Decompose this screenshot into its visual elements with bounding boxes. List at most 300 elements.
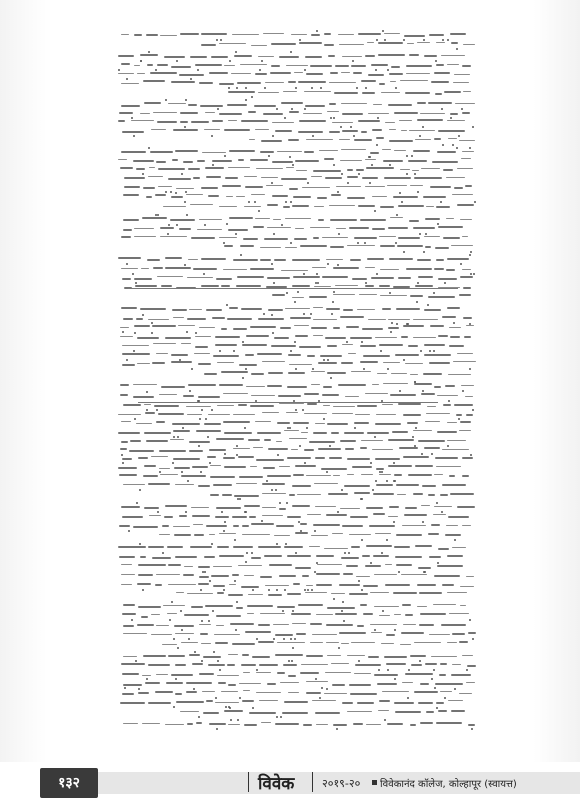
- diacritic-mark: [284, 117, 286, 119]
- script-line: [118, 575, 476, 577]
- script-line: [118, 139, 476, 141]
- diacritic-mark: [258, 210, 260, 212]
- diacritic-mark: [290, 242, 292, 244]
- diacritic-mark: [223, 530, 225, 532]
- diacritic-mark: [165, 191, 167, 193]
- script-line: [118, 395, 476, 397]
- diacritic-mark: [407, 323, 409, 325]
- diacritic-mark: [361, 341, 363, 343]
- diacritic-mark: [393, 480, 395, 482]
- diacritic-mark: [368, 156, 370, 158]
- diacritic-mark: [303, 273, 305, 275]
- underline-rule: [138, 402, 438, 403]
- diacritic-mark: [326, 471, 328, 473]
- diacritic-mark: [217, 660, 219, 662]
- script-line: [118, 354, 476, 356]
- diacritic-mark: [365, 282, 367, 284]
- diacritic-mark: [394, 678, 396, 680]
- diacritic-mark: [122, 331, 124, 333]
- diacritic-mark: [281, 224, 283, 226]
- diacritic-mark: [431, 453, 433, 455]
- diacritic-mark: [273, 638, 275, 640]
- diacritic-mark: [272, 135, 274, 137]
- diacritic-mark: [252, 589, 254, 591]
- diacritic-mark: [295, 87, 297, 89]
- diacritic-mark: [142, 589, 144, 591]
- diacritic-mark: [189, 390, 191, 392]
- diacritic-mark: [327, 359, 329, 361]
- diacritic-mark: [294, 301, 296, 303]
- diacritic-mark: [157, 214, 159, 216]
- diacritic-mark: [300, 530, 302, 532]
- diacritic-mark: [263, 313, 265, 315]
- diacritic-mark: [317, 282, 319, 284]
- diacritic-mark: [302, 409, 304, 411]
- script-line: [118, 363, 476, 365]
- diacritic-mark: [415, 427, 417, 429]
- diacritic-mark: [469, 147, 471, 149]
- diacritic-mark: [261, 520, 263, 522]
- diacritic-mark: [254, 201, 256, 203]
- diacritic-mark: [433, 350, 435, 352]
- diacritic-mark: [356, 87, 358, 89]
- diacritic-mark: [167, 233, 169, 235]
- script-line: [118, 336, 476, 338]
- diacritic-mark: [433, 669, 435, 671]
- year: २०१९-२०: [322, 777, 361, 790]
- diacritic-mark: [316, 562, 318, 564]
- diacritic-mark: [425, 233, 427, 235]
- diacritic-mark: [361, 589, 363, 591]
- diacritic-mark: [237, 498, 239, 500]
- diacritic-mark: [213, 651, 215, 653]
- diacritic-mark: [422, 390, 424, 392]
- diacritic-mark: [333, 117, 335, 119]
- diacritic-mark: [148, 147, 150, 149]
- diacritic-mark: [165, 99, 167, 101]
- diacritic-mark: [423, 571, 425, 573]
- diacritic-mark: [326, 688, 328, 690]
- diacritic-mark: [295, 552, 297, 554]
- diacritic-mark: [358, 580, 360, 582]
- diacritic-mark: [212, 610, 214, 612]
- diacritic-mark: [387, 69, 389, 71]
- diacritic-mark: [173, 436, 175, 438]
- diacritic-mark: [286, 502, 288, 504]
- script-line: [118, 440, 476, 442]
- diacritic-mark: [229, 707, 231, 709]
- script-line: [118, 385, 476, 387]
- diacritic-mark: [209, 462, 211, 464]
- diacritic-mark: [466, 669, 468, 671]
- diacritic-mark: [151, 322, 153, 324]
- diacritic-mark: [128, 530, 130, 532]
- diacritic-mark: [319, 697, 321, 699]
- diacritic-mark: [395, 242, 397, 244]
- diacritic-mark: [170, 191, 172, 193]
- diacritic-mark: [394, 629, 396, 631]
- diacritic-mark: [314, 530, 316, 532]
- script-line: [118, 673, 476, 675]
- script-line: [118, 493, 476, 495]
- script-line: [118, 701, 476, 703]
- diacritic-mark: [333, 291, 335, 293]
- diacritic-mark: [461, 108, 463, 110]
- script-line: [118, 151, 476, 153]
- diacritic-mark: [236, 87, 238, 89]
- diacritic-mark: [176, 224, 178, 226]
- diacritic-mark: [437, 223, 439, 225]
- diacritic-mark: [211, 409, 213, 411]
- script-line: [118, 566, 476, 568]
- diacritic-mark: [304, 462, 306, 464]
- diacritic-mark: [454, 539, 456, 541]
- diacritic-mark: [184, 264, 186, 266]
- diacritic-mark: [340, 126, 342, 128]
- diacritic-mark: [136, 502, 138, 504]
- script-line: [118, 159, 476, 161]
- page-number: १३२: [58, 775, 80, 791]
- diacritic-mark: [306, 427, 308, 429]
- diacritic-mark: [341, 173, 343, 175]
- diacritic-mark: [343, 620, 345, 622]
- script-line: [118, 475, 476, 477]
- diacritic-mark: [271, 263, 273, 265]
- diacritic-mark: [295, 368, 297, 370]
- script-line: [118, 121, 476, 123]
- diacritic-mark: [132, 273, 134, 275]
- diacritic-mark: [387, 368, 389, 370]
- diacritic-mark: [436, 707, 438, 709]
- diacritic-mark: [470, 251, 472, 253]
- diacritic-mark: [146, 391, 148, 393]
- script-line: [118, 345, 476, 347]
- diacritic-mark: [122, 462, 124, 464]
- diacritic-mark: [398, 571, 400, 573]
- diacritic-mark: [126, 78, 128, 80]
- diacritic-mark: [148, 51, 150, 53]
- diacritic-mark: [266, 480, 268, 482]
- diacritic-mark: [329, 445, 331, 447]
- script-line: [118, 593, 476, 595]
- diacritic-mark: [146, 678, 148, 680]
- diacritic-mark: [416, 301, 418, 303]
- separator: [248, 772, 249, 792]
- diacritic-mark: [273, 282, 275, 284]
- script-line: [118, 556, 476, 558]
- diacritic-mark: [448, 400, 450, 402]
- diacritic-mark: [358, 660, 360, 662]
- diacritic-mark: [155, 214, 157, 216]
- diacritic-mark: [460, 263, 462, 265]
- script-line: [118, 723, 476, 725]
- diacritic-mark: [447, 445, 449, 447]
- diacritic-mark: [341, 489, 343, 491]
- diacritic-mark: [175, 678, 177, 680]
- script-line: [118, 103, 476, 105]
- diacritic-mark: [316, 30, 318, 32]
- diacritic-mark: [194, 651, 196, 653]
- diacritic-mark: [472, 409, 474, 411]
- diacritic-mark: [442, 144, 444, 146]
- diacritic-mark: [369, 182, 371, 184]
- diacritic-mark: [251, 96, 253, 98]
- script-line: [118, 73, 476, 75]
- diacritic-mark: [193, 688, 195, 690]
- diacritic-mark: [203, 273, 205, 275]
- diacritic-mark: [419, 135, 421, 137]
- diacritic-mark: [200, 471, 202, 473]
- diacritic-mark: [419, 660, 421, 662]
- script-line: [118, 55, 476, 57]
- diacritic-mark: [181, 173, 183, 175]
- diacritic-mark: [429, 350, 431, 352]
- diacritic-mark: [311, 87, 313, 89]
- diacritic-mark: [399, 192, 401, 194]
- diacritic-mark: [380, 350, 382, 352]
- diacritic-mark: [444, 282, 446, 284]
- script-line: [118, 422, 476, 424]
- script-line: [118, 404, 476, 406]
- diacritic-mark: [297, 291, 299, 293]
- script-line: [118, 466, 476, 468]
- diacritic-mark: [224, 521, 226, 523]
- diacritic-mark: [135, 282, 137, 284]
- diacritic-mark: [175, 192, 177, 194]
- diacritic-mark: [251, 552, 253, 554]
- diacritic-mark: [176, 60, 178, 62]
- diacritic-mark: [290, 51, 292, 53]
- diacritic-mark: [184, 126, 186, 128]
- diacritic-mark: [436, 502, 438, 504]
- diacritic-mark: [216, 39, 218, 41]
- diacritic-mark: [244, 511, 246, 513]
- diacritic-mark: [304, 108, 306, 110]
- script-line: [118, 624, 476, 626]
- diacritic-mark: [126, 359, 128, 361]
- diacritic-mark: [245, 87, 247, 89]
- diacritic-mark: [197, 69, 199, 71]
- diacritic-mark: [276, 108, 278, 110]
- diacritic-mark: [198, 445, 200, 447]
- diacritic-mark: [357, 242, 359, 244]
- diacritic-mark: [205, 418, 207, 420]
- diacritic-mark: [245, 99, 247, 101]
- diacritic-mark: [396, 323, 398, 325]
- diacritic-mark: [156, 409, 158, 411]
- diacritic-mark: [242, 341, 244, 343]
- diacritic-mark: [135, 660, 137, 662]
- diacritic-mark: [374, 629, 376, 631]
- diacritic-mark: [417, 282, 419, 284]
- diacritic-mark: [323, 418, 325, 420]
- diacritic-mark: [204, 224, 206, 226]
- diacritic-mark: [342, 601, 344, 603]
- diacritic-mark: [272, 332, 274, 334]
- diacritic-mark: [382, 30, 384, 32]
- diacritic-mark: [126, 263, 128, 265]
- diacritic-mark: [292, 164, 294, 166]
- diacritic-mark: [234, 539, 236, 541]
- script-line: [118, 168, 476, 170]
- diacritic-mark: [354, 427, 356, 429]
- diacritic-mark: [224, 155, 226, 157]
- diacritic-mark: [121, 454, 123, 456]
- diacritic-mark: [370, 462, 372, 464]
- diacritic-mark: [185, 191, 187, 193]
- diacritic-mark: [256, 669, 258, 671]
- diacritic-mark: [201, 409, 203, 411]
- diacritic-mark: [321, 687, 323, 689]
- diacritic-mark: [235, 629, 237, 631]
- diacritic-mark: [235, 233, 237, 235]
- diacritic-mark: [374, 210, 376, 212]
- script-line: [118, 258, 476, 260]
- diacritic-mark: [462, 390, 464, 392]
- script-line: [118, 431, 476, 433]
- diacritic-mark: [375, 69, 377, 71]
- diacritic-mark: [427, 304, 429, 306]
- bullet-icon: [372, 780, 377, 785]
- diacritic-mark: [403, 39, 405, 41]
- diacritic-mark: [454, 688, 456, 690]
- handwritten-urdu-manuscript: [118, 30, 476, 735]
- diacritic-mark: [261, 60, 263, 62]
- script-line: [118, 449, 476, 451]
- diacritic-mark: [370, 562, 372, 564]
- diacritic-mark: [124, 687, 126, 689]
- diacritic-mark: [299, 445, 301, 447]
- college-name: विवेकानंद कॉलेज, कोल्हापूर (स्वायत्त): [380, 779, 517, 790]
- diacritic-mark: [422, 126, 424, 128]
- diacritic-mark: [181, 629, 183, 631]
- diacritic-mark: [469, 254, 471, 256]
- diacritic-mark: [390, 331, 392, 333]
- script-line: [118, 308, 476, 310]
- diacritic-mark: [248, 201, 250, 203]
- diacritic-mark: [271, 182, 273, 184]
- diacritic-mark: [289, 156, 291, 158]
- diacritic-mark: [337, 264, 339, 266]
- diacritic-mark: [131, 619, 133, 621]
- diacritic-mark: [228, 87, 230, 89]
- diacritic-mark: [211, 543, 213, 545]
- diacritic-mark: [223, 589, 225, 591]
- diacritic-mark: [470, 273, 472, 275]
- diacritic-mark: [312, 135, 314, 137]
- script-line: [118, 584, 476, 586]
- diacritic-mark: [268, 155, 270, 157]
- diacritic-mark: [303, 313, 305, 315]
- diacritic-mark: [118, 69, 120, 71]
- diacritic-mark: [209, 580, 211, 582]
- diacritic-mark: [469, 619, 471, 621]
- diacritic-mark: [169, 619, 171, 621]
- diacritic-mark: [276, 543, 278, 545]
- diacritic-mark: [294, 341, 296, 343]
- diacritic-mark: [216, 728, 218, 730]
- diacritic-mark: [171, 601, 173, 603]
- diacritic-mark: [393, 521, 395, 523]
- diacritic-mark: [363, 368, 365, 370]
- diacritic-mark: [252, 707, 254, 709]
- diacritic-mark: [395, 87, 397, 89]
- diacritic-mark: [314, 571, 316, 573]
- diacritic-mark: [133, 135, 135, 137]
- diacritic-mark: [472, 638, 474, 640]
- diacritic-mark: [180, 610, 182, 612]
- diacritic-mark: [188, 638, 190, 640]
- magazine-title: विवेक: [258, 774, 295, 794]
- script-line: [118, 413, 476, 415]
- diacritic-mark: [186, 214, 188, 216]
- diacritic-mark: [245, 561, 247, 563]
- diacritic-mark: [256, 638, 258, 640]
- diacritic-mark: [240, 254, 242, 256]
- diacritic-mark: [361, 539, 363, 541]
- diacritic-mark: [159, 471, 161, 473]
- script-line: [118, 64, 476, 66]
- diacritic-mark: [371, 164, 373, 166]
- diacritic-mark: [365, 87, 367, 89]
- diacritic-mark: [239, 498, 241, 500]
- diacritic-mark: [245, 368, 247, 370]
- diacritic-mark: [336, 728, 338, 730]
- diacritic-mark: [224, 453, 226, 455]
- diacritic-mark: [376, 273, 378, 275]
- diacritic-mark: [276, 589, 278, 591]
- diacritic-mark: [139, 489, 141, 491]
- diacritic-mark: [358, 173, 360, 175]
- diacritic-mark: [406, 155, 408, 157]
- diacritic-mark: [220, 39, 222, 41]
- script-line: [118, 237, 476, 239]
- diacritic-mark: [285, 201, 287, 203]
- diacritic-mark: [230, 719, 232, 721]
- diacritic-mark: [134, 332, 136, 334]
- diacritic-mark: [399, 390, 401, 392]
- diacritic-mark: [162, 552, 164, 554]
- script-line: [118, 506, 476, 508]
- diacritic-mark: [236, 445, 238, 447]
- script-line: [118, 218, 476, 220]
- diacritic-mark: [434, 687, 436, 689]
- diacritic-mark: [212, 164, 214, 166]
- diacritic-mark: [375, 480, 377, 482]
- diacritic-mark: [423, 251, 425, 253]
- diacritic-mark: [389, 292, 391, 294]
- diacritic-mark: [172, 462, 174, 464]
- script-line: [118, 228, 476, 230]
- script-line: [118, 82, 476, 84]
- diacritic-mark: [177, 647, 179, 649]
- diacritic-mark: [239, 697, 241, 699]
- diacritic-mark: [285, 543, 287, 545]
- diacritic-mark: [294, 638, 296, 640]
- diacritic-mark: [246, 552, 248, 554]
- script-line: [118, 372, 476, 374]
- diacritic-mark: [139, 543, 141, 545]
- diacritic-mark: [333, 598, 335, 600]
- diacritic-mark: [157, 511, 159, 513]
- script-line: [118, 112, 476, 114]
- diacritic-mark: [327, 263, 329, 265]
- diacritic-mark: [138, 688, 140, 690]
- script-line: [118, 318, 476, 320]
- diacritic-mark: [226, 223, 228, 225]
- script-line: [118, 525, 476, 527]
- diacritic-mark: [353, 135, 355, 137]
